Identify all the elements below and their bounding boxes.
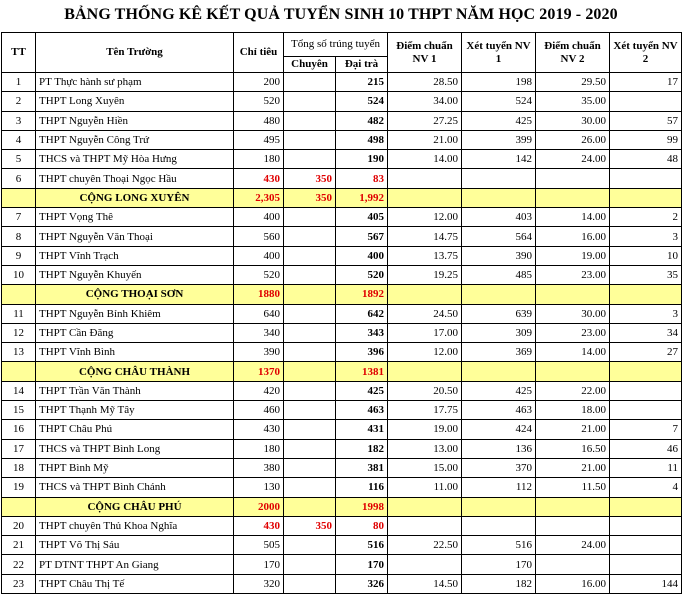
cell-admit-nv2: 48 xyxy=(610,150,682,169)
cell-cutoff-nv1 xyxy=(388,362,462,381)
cell-specialized xyxy=(284,111,336,130)
cell-admit-nv2 xyxy=(610,536,682,555)
cell-admit-nv1: 182 xyxy=(462,574,536,593)
cell-specialized xyxy=(284,304,336,323)
cell-admit-nv2: 99 xyxy=(610,130,682,149)
table-row xyxy=(2,208,682,227)
cell-regular: 498 xyxy=(336,130,388,149)
cell-admit-nv1: 639 xyxy=(462,304,536,323)
cell-cutoff-nv2: 23.00 xyxy=(536,265,610,284)
cell-admit-nv2: 144 xyxy=(610,574,682,593)
cell-admit-nv1: 524 xyxy=(462,92,536,111)
cell-school-name: THCS và THPT Bình Long xyxy=(36,439,234,458)
table-row xyxy=(2,111,682,130)
page-title: BẢNG THỐNG KÊ KẾT QUẢ TUYỂN SINH 10 THPT NĂM HỌC 2019 - 2020 xyxy=(64,6,618,23)
cell-cutoff-nv2: 21.00 xyxy=(536,458,610,477)
cell-quota: 180 xyxy=(234,150,284,169)
cell-cutoff-nv2: 16.00 xyxy=(536,227,610,246)
cell-regular: 642 xyxy=(336,304,388,323)
cell-quota: 560 xyxy=(234,227,284,246)
cell-school-name: THPT Nguyễn Công Trứ xyxy=(36,130,234,149)
cell-cutoff-nv1: 14.50 xyxy=(388,574,462,593)
cell-admit-nv1: 112 xyxy=(462,478,536,497)
table-row xyxy=(2,420,682,439)
table-row xyxy=(2,323,682,342)
table-row xyxy=(2,381,682,400)
table-row xyxy=(2,92,682,111)
cell-specialized xyxy=(284,555,336,574)
cell-school-name: THPT Cần Đăng xyxy=(36,323,234,342)
cell-cutoff-nv1: 28.50 xyxy=(388,73,462,92)
cell-admit-nv2: 3 xyxy=(610,227,682,246)
cell-school-name: THPT chuyên Thủ Khoa Nghĩa xyxy=(36,516,234,535)
cell-cutoff-nv1: 11.00 xyxy=(388,478,462,497)
cell-school-name: THPT Châu Thị Tế xyxy=(36,574,234,593)
cell-admit-nv1 xyxy=(462,497,536,516)
cell-cutoff-nv2: 23.00 xyxy=(536,323,610,342)
cell-tt: 23 xyxy=(2,574,36,593)
cell-cutoff-nv1 xyxy=(388,169,462,188)
cell-regular: 83 xyxy=(336,169,388,188)
table-row xyxy=(2,458,682,477)
cell-school-name: THPT Trần Văn Thành xyxy=(36,381,234,400)
cell-quota: 480 xyxy=(234,111,284,130)
cell-regular: 80 xyxy=(336,516,388,535)
cell-cutoff-nv2: 19.00 xyxy=(536,246,610,265)
cell-tt: 11 xyxy=(2,304,36,323)
cell-quota: 520 xyxy=(234,265,284,284)
cell-tt: 13 xyxy=(2,343,36,362)
cell-cutoff-nv1: 12.00 xyxy=(388,343,462,362)
cell-regular: 567 xyxy=(336,227,388,246)
cell-quota: 170 xyxy=(234,555,284,574)
cell-quota: 520 xyxy=(234,92,284,111)
cell-tt xyxy=(2,497,36,516)
cell-school-name: CỘNG CHÂU PHÚ xyxy=(36,497,234,516)
cell-specialized xyxy=(284,401,336,420)
cell-tt: 15 xyxy=(2,401,36,420)
cell-cutoff-nv1: 24.50 xyxy=(388,304,462,323)
cell-cutoff-nv2: 14.00 xyxy=(536,343,610,362)
cell-cutoff-nv1: 15.00 xyxy=(388,458,462,477)
cell-cutoff-nv1 xyxy=(388,497,462,516)
cell-specialized xyxy=(284,285,336,304)
cell-cutoff-nv1 xyxy=(388,188,462,207)
cell-regular: 326 xyxy=(336,574,388,593)
cell-quota: 460 xyxy=(234,401,284,420)
cell-regular: 520 xyxy=(336,265,388,284)
table-row xyxy=(2,516,682,535)
subtotal-row xyxy=(2,285,682,304)
cell-tt: 18 xyxy=(2,458,36,477)
cell-cutoff-nv2: 22.00 xyxy=(536,381,610,400)
cell-regular: 1998 xyxy=(336,497,388,516)
cell-admit-nv2: 10 xyxy=(610,246,682,265)
cell-school-name: PT Thực hành sư phạm xyxy=(36,73,234,92)
cell-admit-nv2: 46 xyxy=(610,439,682,458)
cell-regular: 381 xyxy=(336,458,388,477)
table-row xyxy=(2,150,682,169)
cell-admit-nv2 xyxy=(610,381,682,400)
cell-admit-nv2: 17 xyxy=(610,73,682,92)
cell-school-name: THPT Long Xuyên xyxy=(36,92,234,111)
cell-tt: 19 xyxy=(2,478,36,497)
cell-specialized: 350 xyxy=(284,188,336,207)
cell-admit-nv1: 170 xyxy=(462,555,536,574)
cell-cutoff-nv2: 16.00 xyxy=(536,574,610,593)
cell-cutoff-nv2 xyxy=(536,516,610,535)
cell-admit-nv1: 370 xyxy=(462,458,536,477)
table-row xyxy=(2,73,682,92)
cell-cutoff-nv1: 34.00 xyxy=(388,92,462,111)
header-total-admitted: Tổng số trúng tuyển xyxy=(284,33,388,57)
cell-school-name: CỘNG LONG XUYÊN xyxy=(36,188,234,207)
cell-admit-nv2 xyxy=(610,401,682,420)
cell-cutoff-nv2: 24.00 xyxy=(536,536,610,555)
cell-cutoff-nv1: 13.00 xyxy=(388,439,462,458)
cell-cutoff-nv2: 26.00 xyxy=(536,130,610,149)
cell-regular: 425 xyxy=(336,381,388,400)
table-row xyxy=(2,574,682,593)
cell-admit-nv1 xyxy=(462,188,536,207)
cell-regular: 182 xyxy=(336,439,388,458)
cell-specialized xyxy=(284,574,336,593)
table-row xyxy=(2,536,682,555)
cell-quota: 430 xyxy=(234,169,284,188)
cell-school-name: THPT Châu Phú xyxy=(36,420,234,439)
cell-admit-nv1: 369 xyxy=(462,343,536,362)
cell-tt xyxy=(2,188,36,207)
cell-admit-nv2 xyxy=(610,92,682,111)
cell-quota: 640 xyxy=(234,304,284,323)
cell-admit-nv1 xyxy=(462,362,536,381)
cell-admit-nv2: 4 xyxy=(610,478,682,497)
table-row xyxy=(2,478,682,497)
cell-admit-nv1: 136 xyxy=(462,439,536,458)
cell-cutoff-nv1 xyxy=(388,555,462,574)
table-row xyxy=(2,227,682,246)
cell-tt: 3 xyxy=(2,111,36,130)
cell-cutoff-nv1: 19.25 xyxy=(388,265,462,284)
cell-quota: 505 xyxy=(234,536,284,555)
cell-cutoff-nv1: 17.00 xyxy=(388,323,462,342)
cell-regular: 1381 xyxy=(336,362,388,381)
cell-tt: 7 xyxy=(2,208,36,227)
header-admit-nv2: Xét tuyển NV 2 xyxy=(610,33,682,73)
cell-tt: 2 xyxy=(2,92,36,111)
cell-school-name: THCS và THPT Bình Chánh xyxy=(36,478,234,497)
table-row xyxy=(2,439,682,458)
cell-school-name: PT DTNT THPT An Giang xyxy=(36,555,234,574)
cell-regular: 405 xyxy=(336,208,388,227)
cell-school-name: THPT Nguyễn Hiền xyxy=(36,111,234,130)
cell-tt: 12 xyxy=(2,323,36,342)
cell-quota: 130 xyxy=(234,478,284,497)
cell-regular: 116 xyxy=(336,478,388,497)
cell-tt: 22 xyxy=(2,555,36,574)
cell-admit-nv1: 142 xyxy=(462,150,536,169)
cell-admit-nv2 xyxy=(610,555,682,574)
table-row xyxy=(2,169,682,188)
cell-admit-nv2: 34 xyxy=(610,323,682,342)
cell-cutoff-nv1: 27.25 xyxy=(388,111,462,130)
cell-quota: 1370 xyxy=(234,362,284,381)
cell-admit-nv2: 7 xyxy=(610,420,682,439)
header-specialized: Chuyên xyxy=(284,57,336,73)
cell-cutoff-nv2 xyxy=(536,362,610,381)
cell-admit-nv1: 390 xyxy=(462,246,536,265)
cell-specialized xyxy=(284,536,336,555)
cell-admit-nv1 xyxy=(462,169,536,188)
cell-tt: 9 xyxy=(2,246,36,265)
cell-specialized xyxy=(284,381,336,400)
cell-specialized xyxy=(284,478,336,497)
cell-specialized xyxy=(284,458,336,477)
cell-tt: 14 xyxy=(2,381,36,400)
cell-specialized xyxy=(284,208,336,227)
cell-admit-nv2: 3 xyxy=(610,304,682,323)
cell-tt: 17 xyxy=(2,439,36,458)
table-row xyxy=(2,401,682,420)
cell-admit-nv2 xyxy=(610,497,682,516)
cell-admit-nv1: 309 xyxy=(462,323,536,342)
cell-admit-nv2 xyxy=(610,285,682,304)
cell-cutoff-nv1: 20.50 xyxy=(388,381,462,400)
cell-quota: 2,305 xyxy=(234,188,284,207)
cell-admit-nv2: 2 xyxy=(610,208,682,227)
cell-admit-nv1 xyxy=(462,285,536,304)
cell-tt: 1 xyxy=(2,73,36,92)
cell-quota: 400 xyxy=(234,208,284,227)
cell-admit-nv2 xyxy=(610,188,682,207)
header-quota: Chỉ tiêu xyxy=(234,33,284,73)
cell-specialized xyxy=(284,73,336,92)
cell-cutoff-nv2 xyxy=(536,188,610,207)
cell-regular: 482 xyxy=(336,111,388,130)
cell-school-name: THCS và THPT Mỹ Hòa Hưng xyxy=(36,150,234,169)
cell-quota: 380 xyxy=(234,458,284,477)
cell-cutoff-nv2 xyxy=(536,555,610,574)
table-row xyxy=(2,130,682,149)
cell-tt: 10 xyxy=(2,265,36,284)
table-body xyxy=(2,73,682,594)
cell-school-name: CỘNG THOẠI SƠN xyxy=(36,285,234,304)
cell-admit-nv2: 57 xyxy=(610,111,682,130)
cell-admit-nv1: 463 xyxy=(462,401,536,420)
cell-quota: 430 xyxy=(234,516,284,535)
cell-cutoff-nv2: 16.50 xyxy=(536,439,610,458)
header-tt: TT xyxy=(2,33,36,73)
cell-school-name: CỘNG CHÂU THÀNH xyxy=(36,362,234,381)
cell-admit-nv2: 35 xyxy=(610,265,682,284)
cell-cutoff-nv1 xyxy=(388,516,462,535)
cell-admit-nv1: 516 xyxy=(462,536,536,555)
subtotal-row xyxy=(2,188,682,207)
cell-cutoff-nv1: 13.75 xyxy=(388,246,462,265)
cell-tt: 20 xyxy=(2,516,36,535)
cell-cutoff-nv2: 30.00 xyxy=(536,304,610,323)
cell-tt: 21 xyxy=(2,536,36,555)
cell-tt: 16 xyxy=(2,420,36,439)
cell-specialized xyxy=(284,323,336,342)
cell-admit-nv2 xyxy=(610,169,682,188)
cell-specialized xyxy=(284,343,336,362)
cell-cutoff-nv2 xyxy=(536,497,610,516)
cell-school-name: THPT Thạnh Mỹ Tây xyxy=(36,401,234,420)
subtotal-row xyxy=(2,362,682,381)
header-cutoff-nv2: Điểm chuẩn NV 2 xyxy=(536,33,610,73)
cell-quota: 495 xyxy=(234,130,284,149)
cell-admit-nv1 xyxy=(462,516,536,535)
header-cutoff-nv1: Điểm chuẩn NV 1 xyxy=(388,33,462,73)
cell-cutoff-nv2: 29.50 xyxy=(536,73,610,92)
cell-school-name: THPT Vĩnh Bình xyxy=(36,343,234,362)
cell-cutoff-nv2: 24.00 xyxy=(536,150,610,169)
cell-regular: 1,992 xyxy=(336,188,388,207)
cell-cutoff-nv1: 17.75 xyxy=(388,401,462,420)
cell-cutoff-nv1 xyxy=(388,285,462,304)
cell-cutoff-nv2: 11.50 xyxy=(536,478,610,497)
cell-regular: 1892 xyxy=(336,285,388,304)
cell-school-name: THPT Võ Thị Sáu xyxy=(36,536,234,555)
cell-admit-nv2 xyxy=(610,362,682,381)
cell-admit-nv1: 564 xyxy=(462,227,536,246)
cell-specialized xyxy=(284,227,336,246)
cell-cutoff-nv1: 12.00 xyxy=(388,208,462,227)
cell-school-name: THPT Bình Mỹ xyxy=(36,458,234,477)
cell-specialized xyxy=(284,497,336,516)
cell-cutoff-nv2: 35.00 xyxy=(536,92,610,111)
cell-quota: 400 xyxy=(234,246,284,265)
table-row xyxy=(2,265,682,284)
cell-tt: 4 xyxy=(2,130,36,149)
cell-regular: 463 xyxy=(336,401,388,420)
cell-tt xyxy=(2,362,36,381)
cell-admit-nv2: 27 xyxy=(610,343,682,362)
cell-admit-nv1: 424 xyxy=(462,420,536,439)
cell-quota: 200 xyxy=(234,73,284,92)
cell-quota: 340 xyxy=(234,323,284,342)
cell-cutoff-nv1: 22.50 xyxy=(388,536,462,555)
cell-school-name: THPT Vọng Thê xyxy=(36,208,234,227)
cell-regular: 524 xyxy=(336,92,388,111)
header-regular: Đại trà xyxy=(336,57,388,73)
cell-tt: 5 xyxy=(2,150,36,169)
cell-cutoff-nv2: 21.00 xyxy=(536,420,610,439)
cell-admit-nv1: 399 xyxy=(462,130,536,149)
cell-cutoff-nv2: 18.00 xyxy=(536,401,610,420)
cell-cutoff-nv1: 19.00 xyxy=(388,420,462,439)
cell-cutoff-nv2: 30.00 xyxy=(536,111,610,130)
cell-specialized xyxy=(284,130,336,149)
cell-admit-nv1: 198 xyxy=(462,73,536,92)
cell-specialized xyxy=(284,92,336,111)
subtotal-row xyxy=(2,497,682,516)
cell-specialized: 350 xyxy=(284,169,336,188)
cell-admit-nv1: 425 xyxy=(462,381,536,400)
cell-regular: 400 xyxy=(336,246,388,265)
cell-admit-nv2: 11 xyxy=(610,458,682,477)
admission-results-table xyxy=(1,32,682,594)
cell-tt: 6 xyxy=(2,169,36,188)
cell-specialized xyxy=(284,246,336,265)
cell-regular: 170 xyxy=(336,555,388,574)
cell-school-name: THPT Nguyễn Văn Thoại xyxy=(36,227,234,246)
cell-specialized xyxy=(284,150,336,169)
cell-cutoff-nv1: 14.75 xyxy=(388,227,462,246)
cell-quota: 420 xyxy=(234,381,284,400)
cell-cutoff-nv1: 14.00 xyxy=(388,150,462,169)
cell-admit-nv1: 425 xyxy=(462,111,536,130)
cell-specialized xyxy=(284,439,336,458)
cell-cutoff-nv2 xyxy=(536,169,610,188)
cell-specialized xyxy=(284,265,336,284)
cell-admit-nv2 xyxy=(610,516,682,535)
cell-school-name: THPT chuyên Thoại Ngọc Hầu xyxy=(36,169,234,188)
cell-quota: 180 xyxy=(234,439,284,458)
cell-specialized: 350 xyxy=(284,516,336,535)
cell-regular: 516 xyxy=(336,536,388,555)
cell-school-name: THPT Nguyễn Khuyến xyxy=(36,265,234,284)
header-admit-nv1: Xét tuyển NV 1 xyxy=(462,33,536,73)
cell-regular: 431 xyxy=(336,420,388,439)
cell-quota: 390 xyxy=(234,343,284,362)
cell-school-name: THPT Vĩnh Trạch xyxy=(36,246,234,265)
cell-cutoff-nv2 xyxy=(536,285,610,304)
cell-specialized xyxy=(284,420,336,439)
cell-school-name: THPT Nguyễn Bỉnh Khiêm xyxy=(36,304,234,323)
cell-quota: 1880 xyxy=(234,285,284,304)
cell-quota: 2000 xyxy=(234,497,284,516)
cell-cutoff-nv2: 14.00 xyxy=(536,208,610,227)
cell-tt: 8 xyxy=(2,227,36,246)
cell-admit-nv1: 403 xyxy=(462,208,536,227)
cell-regular: 215 xyxy=(336,73,388,92)
cell-regular: 343 xyxy=(336,323,388,342)
cell-regular: 396 xyxy=(336,343,388,362)
cell-quota: 430 xyxy=(234,420,284,439)
table-row xyxy=(2,343,682,362)
table-row xyxy=(2,304,682,323)
table-row xyxy=(2,555,682,574)
cell-specialized xyxy=(284,362,336,381)
cell-quota: 320 xyxy=(234,574,284,593)
table-row xyxy=(2,246,682,265)
cell-cutoff-nv1: 21.00 xyxy=(388,130,462,149)
cell-admit-nv1: 485 xyxy=(462,265,536,284)
cell-regular: 190 xyxy=(336,150,388,169)
header-school: Tên Trường xyxy=(36,33,234,73)
cell-tt xyxy=(2,285,36,304)
